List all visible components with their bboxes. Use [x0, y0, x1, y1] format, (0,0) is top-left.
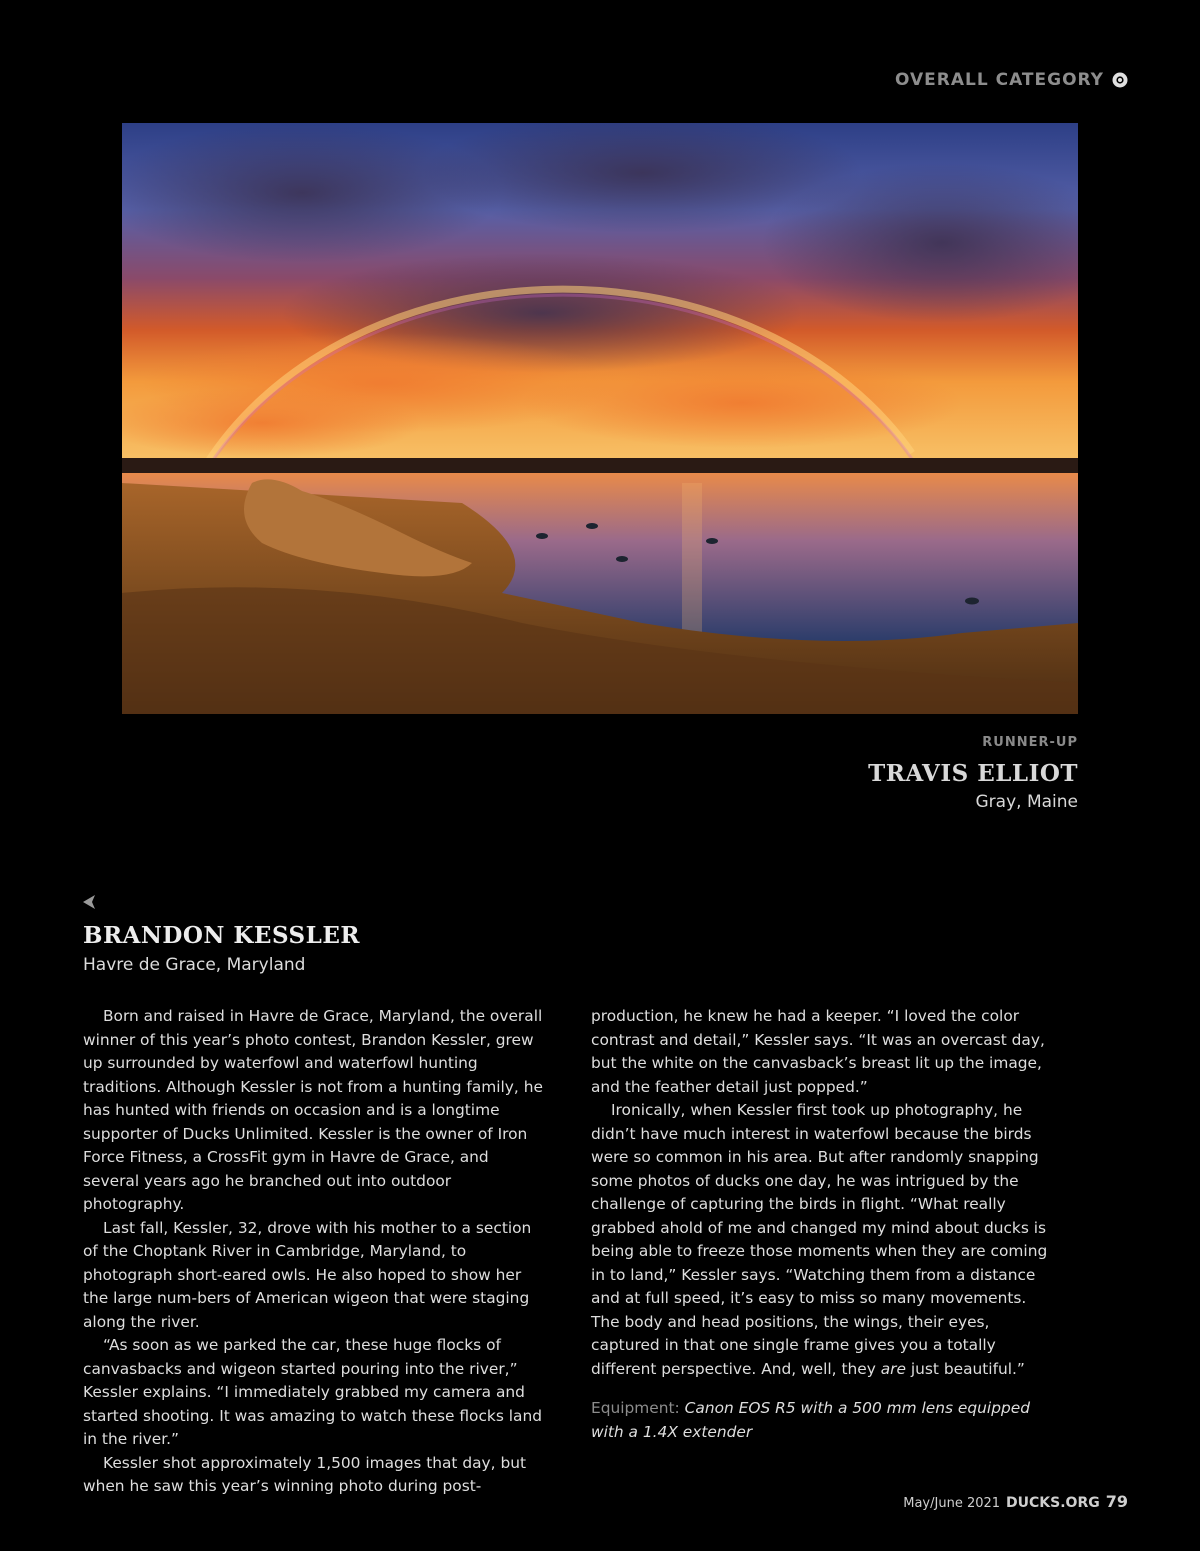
- paragraph: Kessler shot approximately 1,500 images that day, but when he saw this year’s winning photo during post-: [83, 1453, 527, 1495]
- runner-up-name: TRAVIS ELLIOT: [868, 760, 1078, 787]
- equipment-line: [591, 1397, 1056, 1444]
- paragraph: production, he knew he had a keeper. “I loved the color contrast and detail,” Kessler says. “It was an overcast day, but the white on the canvasback’s breast lit up the image, and the feather detail just popped.”: [591, 1007, 1045, 1096]
- runner-up-location: Gray, Maine: [975, 792, 1078, 812]
- equipment-label: Equipment:: [591, 1399, 680, 1417]
- winner-name: BRANDON KESSLER: [83, 922, 360, 949]
- paragraph: “As soon as we parked the car, these huge flocks of canvasbacks and wigeon started pouring into the river,” Kessler explains. “I immediately grabbed my camera and started shooting. It was amazing to watch these flocks land in the river.”: [83, 1336, 542, 1448]
- category-label: [895, 70, 1128, 90]
- page-number: 79: [1105, 1492, 1128, 1511]
- left-arrow-icon: [83, 895, 95, 909]
- emphasis-text: are: [880, 1359, 906, 1378]
- paragraph: Last fall, Kessler, 32, drove with his mother to a section of the Choptank River in Cambridge, Maryland, to photograph short-eared owls. He also hoped to show her the large num-bers of American wigeon that were staging along the river.: [83, 1218, 532, 1331]
- equipment-text: Canon EOS R5 with a 500 mm lens equipped with a 1.4X extender: [591, 1399, 1030, 1441]
- paragraph: [591, 1099, 1056, 1381]
- category-text: OVERALL CATEGORY: [895, 70, 1104, 90]
- runner-up-label: RUNNER-UP: [982, 735, 1078, 750]
- article-column-right: [591, 1005, 1056, 1444]
- rainbow-marsh-photo: [122, 123, 1078, 714]
- site-name: DUCKS.ORG: [1006, 1495, 1100, 1511]
- paragraph-text-end: just beautiful.”: [910, 1359, 1025, 1378]
- article-column-left: [83, 1005, 545, 1499]
- page-footer: [903, 1492, 1128, 1511]
- paragraph-text: Ironically, when Kessler first took up photography, he didn’t have much interest in waterfowl because the birds were so common in his area. But after randomly snapping some photos of ducks one day, he was intrigued by the challenge of capturing the birds in flight. “What really grabbed ahold of me and changed my mind about ducks is being able to freeze those moments when they are coming in to land,” Kessler says. “Watching them from a distance and at full speed, it’s easy to miss so many movements. The body and head positions, the wings, their eyes, captured in that one single frame gives you a totally different perspective. And, well, they: [591, 1101, 1048, 1378]
- paragraph: Born and raised in Havre de Grace, Maryland, the overall winner of this year’s photo contest, Brandon Kessler, grew up surrounded by waterfowl and waterfowl hunting traditions. Although Kessler is not from a hunting family, he has hunted with friends on occasion and is a longtime supporter of Ducks Unlimited. Kessler is the owner of Iron Force Fitness, a CrossFit gym in Havre de Grace, and several years ago he branched out into outdoor photography.: [83, 1007, 543, 1213]
- issue-date: May/June 2021: [903, 1496, 1001, 1511]
- winner-location: Havre de Grace, Maryland: [83, 955, 306, 975]
- circle-badge-icon: [1112, 72, 1128, 88]
